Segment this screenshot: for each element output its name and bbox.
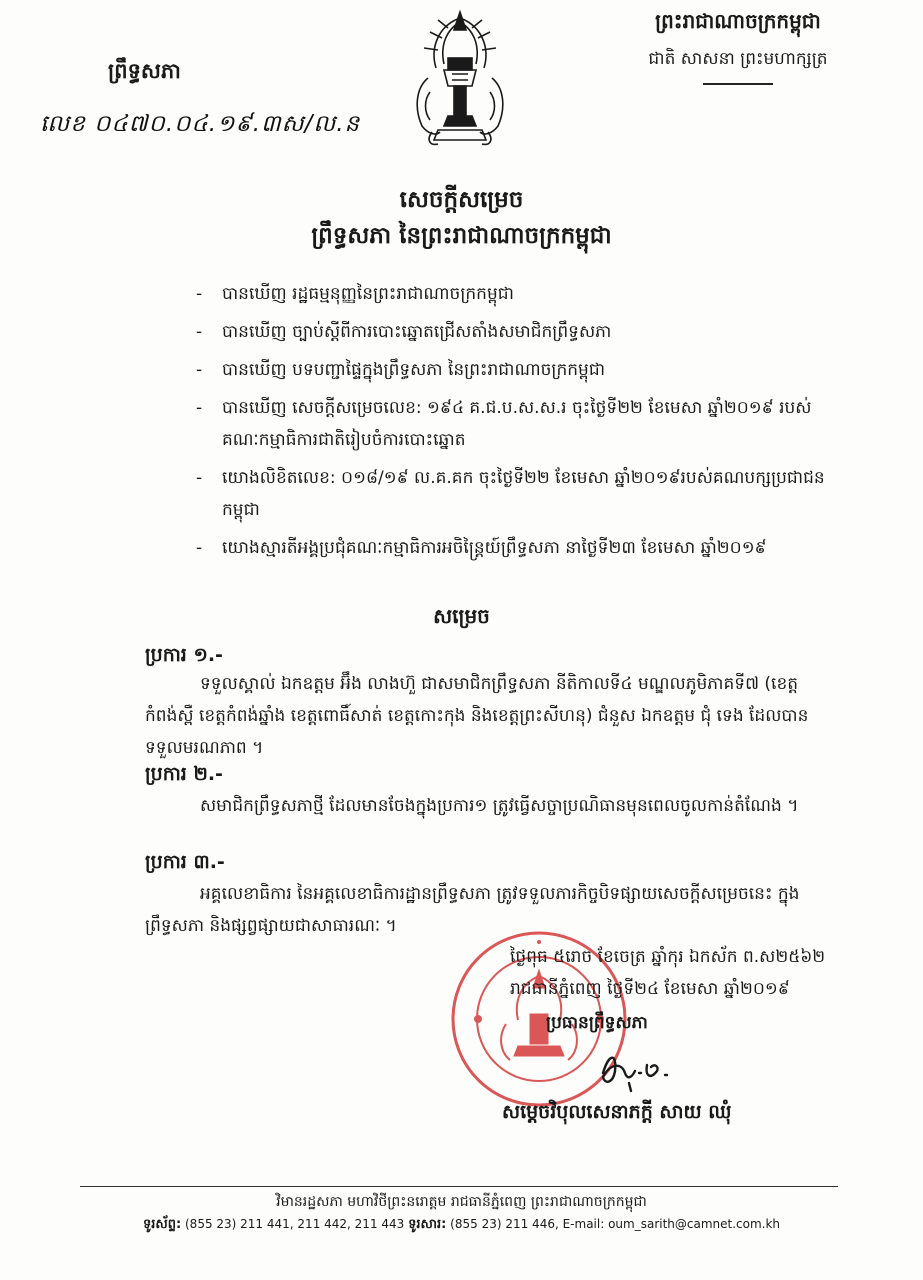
fax-label: ទូរសារ: xyxy=(408,1217,447,1232)
place-and-date: រាជធានីភ្នំពេញ ថ្ងៃទី២៤ ខែមេសា ឆ្នាំ២០១៩ xyxy=(510,979,790,999)
consideration-item: - យោងស្មារតីអង្គប្រជុំគណៈកម្មាធិការអចិន្ត្រៃយ៍ព្រឹទ្ធសភា នាថ្ងៃទី២៣ ខែមេសា ឆ្នាំ២០១៩ xyxy=(196,538,767,558)
article-3-label: ប្រការ ៣.- xyxy=(145,851,225,873)
considerations-list xyxy=(196,278,836,570)
footer-address: វិមានរដ្ឋសភា មហាវិថីព្រះនរោត្តម រាជធានីភ្នំពេញ ព្រះរាជាណាចក្រកម្ពុជា xyxy=(276,1194,647,1210)
institution-name: ព្រឹទ្ធសភា xyxy=(108,59,181,83)
consideration-item: - បានឃើញ បទបញ្ជាផ្ទៃក្នុងព្រឹទ្ធសភា នៃព្រះរាជាណាចក្រកម្ពុជា xyxy=(196,360,606,380)
article-1-label: ប្រការ ១.- xyxy=(145,644,223,666)
document-title: សេចក្ដីសម្រេច xyxy=(399,187,524,213)
consideration-item: - បានឃើញ សេចក្ដីសម្រេចលេខ: ១៩៤ គ.ជ.ប.ស.ស.រ ចុះថ្ងៃទី២២ ខែមេសា ឆ្នាំ២០១៩ របស់គណៈកម្មាធិការជាតិរៀបចំការបោះឆ្នោត xyxy=(196,398,812,450)
article-2-body: សមាជិកព្រឹទ្ធសភាថ្មី ដែលមានចែងក្នុងប្រការ១ ត្រូវធ្វើសច្ចាប្រណិធានមុនពេលចូលកាន់តំណែង ។ xyxy=(200,796,799,816)
lunar-date: ថ្ងៃពុធ ៥រោច ខែចេត្រ ឆ្នាំកុរ ឯកស័ក ព.ស២៥៦២ xyxy=(510,947,826,967)
article-3-body: អគ្គលេខាធិការ នៃអគ្គលេខាធិការដ្ឋានព្រឹទ្ធសភា ត្រូវទទួលភារកិច្ចបិទផ្សាយសេចក្ដីសម្រេចនេះ ក្នុងព្រឹទ្ធសភា និងផ្សព្វផ្សាយជាសាធារណៈ ។ xyxy=(145,884,800,936)
kingdom-header xyxy=(623,8,853,85)
footer-divider xyxy=(80,1186,838,1187)
article-2-label: ប្រការ ២.- xyxy=(145,763,223,785)
consideration-item: - បានឃើញ រដ្ឋធម្មនុញ្ញនៃព្រះរាជាណាចក្រកម្ពុជា xyxy=(196,284,514,304)
reference-number: លេខ ០៤៧០.០៤.១៩.៣ស/ល.ន xyxy=(40,111,361,137)
document-subtitle: ព្រឹទ្ធសភា នៃព្រះរាជាណាចក្រកម្ពុជា xyxy=(311,223,612,249)
motto-divider xyxy=(703,83,773,85)
consideration-item: - បានឃើញ ច្បាប់ស្ដីពីការបោះឆ្នោតជ្រើសតាំងសមាជិកព្រឹទ្ធសភា xyxy=(196,322,612,342)
consideration-item: - យោងលិខិតលេខ: ០១៨/១៩ ល.គ.គក ចុះថ្ងៃទី២២ ខែមេសា ឆ្នាំ២០១៩របស់គណបក្សប្រជាជនកម្ពុជា xyxy=(196,468,825,520)
senate-emblem-icon xyxy=(408,8,513,150)
fax-and-email: (855 23) 211 446, E-mail: oum_sarith@camnet.com.kh xyxy=(450,1217,781,1231)
signer-name: សម្ដេចវិបុលសេនាភក្ដី សាយ ឈុំ xyxy=(502,1101,732,1123)
phone-label: ទូរស័ព្ទ: xyxy=(142,1217,182,1232)
footer-contact xyxy=(0,1216,923,1235)
article-1-body: ទទួលស្គាល់ ឯកឧត្តម អ៊ឹង លាងហ៊ួ ជាសមាជិកព្រឹទ្ធសភា នីតិកាលទី៤ មណ្ឌលភូមិភាគទី៧ (ខេត្តកំពង់ស្ពឺ ខេត្តកំពង់ឆ្នាំង ខេត្តពោធិ៍សាត់ ខេត្តកោះកុង និងខេត្តព្រះសីហនុ) ជំនួស ឯកឧត្តម ជុំ ទេង ដែលបានទទួលមរណភាព ។ xyxy=(145,674,809,758)
kingdom-motto: ជាតិ សាសនា ព្រះមហាក្សត្រ xyxy=(648,49,828,69)
signer-position: ប្រធានព្រឹទ្ធសភា xyxy=(546,1013,648,1033)
kingdom-name: ព្រះរាជាណាចក្រកម្ពុជា xyxy=(655,9,821,33)
phone-numbers: (855 23) 211 441, 211 442, 211 443 xyxy=(185,1217,405,1231)
decides-heading: សម្រេច xyxy=(433,604,490,628)
handwritten-signature-icon xyxy=(595,1043,685,1093)
